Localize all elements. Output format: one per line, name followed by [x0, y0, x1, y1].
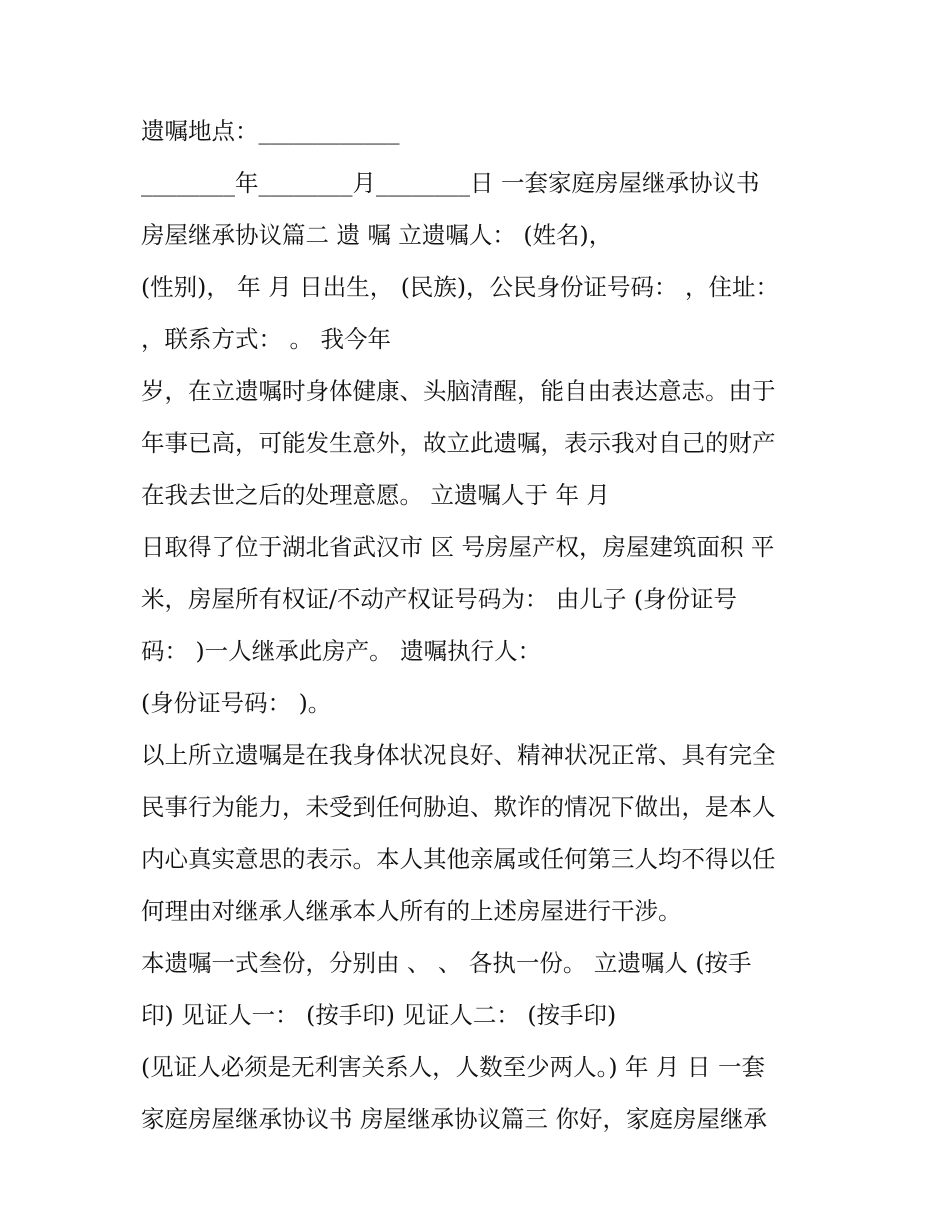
text-line: 在我去世之后的处理意愿。 立遗嘱人于 年 月 — [141, 481, 610, 509]
text-line: (身份证号码： )。 — [141, 689, 332, 717]
text-line: 以上所立遗嘱是在我身体状况良好、精神状况正常、具有完全 — [141, 741, 776, 769]
text-line: 本遗嘱一式叁份，分别由 、 、 各执一份。 立遗嘱人 (按手 — [141, 949, 752, 977]
text-line: 何理由对继承人继承本人所有的上述房屋进行干涉。 — [141, 897, 682, 925]
document-body — [141, 110, 821, 1150]
text-line: 印) 见证人一： (按手印) 见证人二： (按手印) — [141, 1001, 617, 1029]
text-line: 岁，在立遗嘱时身体健康、头脑清醒，能自由表达意志。由于 — [141, 377, 776, 405]
text-line: (性别)， 年 月 日出生， (民族)，公民身份证号码： ，住址： — [141, 273, 780, 301]
text-line: ________年________月________日 一套家庭房屋继承协议书 — [141, 169, 760, 197]
text-line: 年事已高，可能发生意外，故立此遗嘱，表示我对自己的财产 — [141, 429, 776, 457]
text-line: 米，房屋所有权证/不动产权证号码为： 由儿子 (身份证号 — [141, 585, 738, 613]
text-line: 日取得了位于湖北省武汉市 区 号房屋产权，房屋建筑面积 平 — [141, 533, 775, 561]
text-line: 内心真实意思的表示。本人其他亲属或任何第三人均不得以任 — [141, 845, 776, 873]
text-line: 民事行为能力，未受到任何胁迫、欺诈的情况下做出，是本人 — [141, 793, 776, 821]
text-line: 房屋继承协议篇二 遗 嘱 立遗嘱人： (姓名)， — [141, 221, 613, 249]
text-line: 家庭房屋继承协议书 房屋继承协议篇三 你好，家庭房屋继承 — [141, 1105, 767, 1133]
text-line: ，联系方式： 。 我今年 — [141, 325, 391, 353]
text-line: 遗嘱地点：____________ — [141, 117, 400, 145]
text-line: 码： )一人继承此房产。 遗嘱执行人： — [141, 637, 542, 665]
text-line: (见证人必须是无利害关系人，人数至少两人。) 年 月 日 一套 — [141, 1053, 765, 1081]
